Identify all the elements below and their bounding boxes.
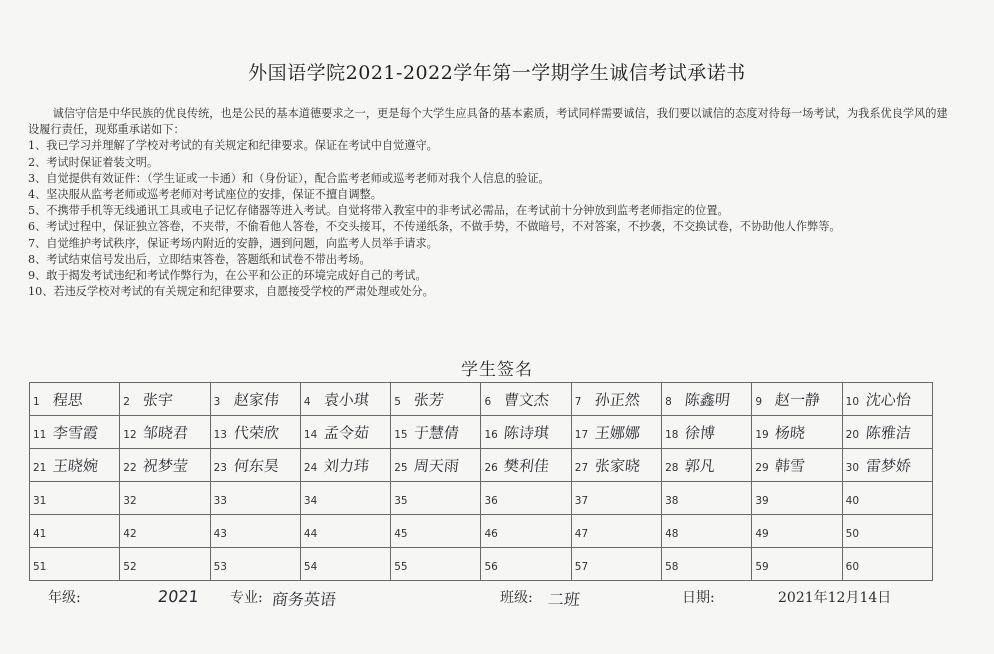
date-value: 2021年12月14日: [778, 590, 892, 606]
seat-number: 10: [845, 395, 860, 408]
signature-cell: [842, 383, 932, 416]
seat-number: 15: [394, 428, 408, 441]
seat-number: 4: [303, 395, 311, 408]
seat-number: 41: [33, 527, 47, 540]
seat-number: 34: [303, 494, 318, 507]
seat-number: 6: [484, 395, 492, 408]
signature-cell: [30, 515, 120, 548]
seat-number: 32: [123, 494, 137, 507]
signature-cell: [391, 416, 481, 449]
student-signature: 代荣欣: [232, 423, 280, 442]
student-signature: 徐博: [684, 423, 716, 442]
seat-number: 26: [484, 461, 498, 474]
seat-number: 20: [845, 428, 860, 441]
student-signature: 张家晓: [593, 456, 641, 475]
signature-cell: [752, 515, 842, 548]
signature-cell: [752, 416, 842, 449]
pledge-rule: 4、坚决服从监考老师或巡考老师对考试座位的安排，保证不擅自调整。: [28, 188, 382, 202]
student-signature: 刘力玮: [322, 456, 370, 475]
signature-cell: [391, 515, 481, 548]
signature-cell: [752, 548, 842, 581]
signature-cell: [842, 515, 932, 548]
class-value: 二班: [546, 590, 581, 609]
seat-number: 53: [213, 560, 227, 573]
seat-number: 44: [303, 527, 318, 540]
signature-cell: [391, 449, 481, 482]
seat-number: 13: [213, 428, 227, 441]
signature-cell: [300, 383, 390, 416]
footer-info: [0, 587, 994, 611]
student-signature: 樊利佳: [503, 456, 551, 475]
pledge-text: [28, 106, 958, 300]
signature-cell: [662, 383, 752, 416]
signature-cell: [120, 449, 210, 482]
seat-number: 51: [33, 560, 47, 573]
seat-number: 11: [33, 428, 47, 441]
seat-number: 38: [665, 494, 679, 507]
pledge-rule: 5、不携带手机等无线通讯工具或电子记忆存储器等进入考试。自觉将带入教室中的非考试必需品，在考试前十分钟放到监考老师指定的位置。: [28, 204, 729, 218]
seat-number: 8: [665, 395, 672, 408]
signature-cell: [391, 548, 481, 581]
seat-number: 50: [845, 527, 860, 540]
seat-number: 17: [574, 428, 589, 441]
signature-row: [30, 482, 933, 515]
signature-cell: [120, 416, 210, 449]
document-title: 外国语学院2021-2022学年第一学期学生诚信考试承诺书: [248, 62, 746, 84]
signature-cell: [120, 515, 210, 548]
student-signature: 韩雪: [774, 456, 807, 475]
signature-cell: [571, 383, 661, 416]
seat-number: 55: [394, 560, 408, 573]
signature-row: [30, 416, 933, 449]
seat-number: 18: [665, 428, 679, 441]
signature-cell: [842, 548, 932, 581]
student-signature: 曹文杰: [503, 390, 551, 409]
seat-number: 25: [394, 461, 408, 474]
signature-cell: [300, 548, 390, 581]
class-label: 班级:: [500, 590, 533, 606]
signature-cell: [842, 449, 932, 482]
student-signature: 邹晓君: [142, 423, 190, 442]
date-label: 日期:: [682, 590, 715, 606]
seat-number: 59: [755, 560, 769, 573]
signature-cell: [391, 482, 481, 515]
seat-number: 21: [33, 461, 47, 474]
seat-number: 46: [484, 527, 498, 540]
signature-cell: [481, 548, 571, 581]
student-signature: 陈雅洁: [864, 423, 912, 442]
student-signature: 周天雨: [413, 456, 461, 475]
signature-cell: [391, 383, 481, 416]
student-signature: 袁小琪: [322, 390, 370, 409]
signature-cell: [662, 548, 752, 581]
student-signature: 祝梦莹: [142, 456, 190, 475]
student-signature: 李雪霞: [52, 423, 99, 442]
seat-number: 24: [303, 461, 318, 474]
seat-number: 40: [845, 494, 860, 507]
signature-cell: [842, 482, 932, 515]
seat-number: 37: [574, 494, 589, 507]
pledge-rule: 2、考试时保证着装文明。: [28, 155, 159, 169]
seat-number: 3: [213, 395, 221, 408]
seat-number: 56: [484, 560, 498, 573]
signature-cell: [571, 449, 661, 482]
seat-number: 7: [574, 395, 582, 408]
signature-row: [30, 449, 933, 482]
student-signature: 张芳: [413, 390, 446, 409]
signature-cell: [571, 515, 661, 548]
seat-number: 42: [123, 527, 137, 540]
seat-number: 35: [394, 494, 408, 507]
seat-number: 14: [303, 428, 318, 441]
seat-number: 2: [123, 395, 130, 408]
pledge-rule: 3、自觉提供有效证件：（学生证或一卡通）和（身份证），配合监考老师或巡考老师对我个人信息的验证。: [28, 171, 550, 185]
student-signature: 赵一静: [774, 390, 822, 409]
signature-row: [30, 383, 933, 416]
signature-cell: [300, 515, 390, 548]
signature-cell: [210, 383, 300, 416]
seat-number: 9: [755, 395, 763, 408]
signature-cell: [300, 482, 390, 515]
student-signature: 程思: [52, 390, 84, 409]
student-signature: 雷梦娇: [864, 456, 912, 475]
signature-cell: [662, 416, 752, 449]
signature-cell: [662, 482, 752, 515]
signature-cell: [30, 548, 120, 581]
signature-cell: [120, 482, 210, 515]
seat-number: 22: [123, 461, 137, 474]
grade-value: 2021: [157, 587, 200, 606]
signature-cell: [210, 416, 300, 449]
seat-number: 5: [394, 395, 401, 408]
signature-cell: [752, 383, 842, 416]
seat-number: 54: [303, 560, 318, 573]
signature-cell: [842, 416, 932, 449]
signature-cell: [30, 449, 120, 482]
seat-number: 36: [484, 494, 498, 507]
pledge-rule: 6、考试过程中，保证独立答卷，不夹带，不偷看他人答卷，不交头接耳，不传递纸条，不做手势，不做暗号，不对答案，不抄袭，不交换试卷，不协助他人作弊等。: [28, 220, 841, 234]
seat-number: 45: [394, 527, 408, 540]
seat-number: 39: [755, 494, 769, 507]
signature-cell: [481, 383, 571, 416]
major-label: 专业:: [230, 590, 263, 606]
signature-cell: [481, 482, 571, 515]
seat-number: 48: [665, 527, 679, 540]
student-signature: 王娜娜: [593, 423, 641, 442]
seat-number: 60: [845, 560, 860, 573]
seat-number: 31: [33, 494, 47, 507]
signature-cell: [300, 449, 390, 482]
seat-number: 19: [755, 428, 769, 441]
pledge-rules: [28, 138, 958, 300]
seat-number: 23: [213, 461, 227, 474]
signature-cell: [571, 416, 661, 449]
signature-cell: [30, 383, 120, 416]
pledge-intro: 诚信守信是中华民族的优良传统，也是公民的基本道德要求之一，更是每个大学生应具备的基本素质，考试同样需要诚信，我们要以诚信的态度对待每一场考试，为我系优良学风的建设履行责任，现郑重承诺如下：: [28, 107, 948, 137]
pledge-rule: 8、考试结束信号发出后，立即结束答卷，答题纸和试卷不带出考场。: [28, 252, 371, 266]
signature-cell: [30, 416, 120, 449]
signature-cell: [120, 383, 210, 416]
student-signature: 陈诗琪: [503, 423, 551, 442]
seat-number: 52: [123, 560, 137, 573]
seat-number: 1: [33, 395, 40, 408]
signature-row: [30, 548, 933, 581]
signature-cell: [481, 449, 571, 482]
signature-cell: [300, 416, 390, 449]
seat-number: 57: [574, 560, 589, 573]
signature-heading: 学生签名: [461, 360, 533, 380]
student-signature: 赵家伟: [232, 390, 280, 409]
seat-number: 12: [123, 428, 137, 441]
student-signature: 孟令茹: [322, 423, 370, 442]
seat-number: 33: [213, 494, 227, 507]
seat-number: 29: [755, 461, 769, 474]
seat-number: 27: [574, 461, 589, 474]
signature-cell: [752, 449, 842, 482]
student-signature: 陈鑫明: [684, 390, 731, 409]
pledge-rule: 10、若违反学校对考试的有关规定和纪律要求，自愿接受学校的严肃处理或处分。: [28, 285, 434, 299]
signature-cell: [210, 449, 300, 482]
signature-cell: [662, 449, 752, 482]
signature-cell: [210, 515, 300, 548]
student-signature: 孙正然: [593, 390, 641, 409]
student-signature: 张宇: [142, 390, 175, 409]
student-signature: 何东昊: [232, 456, 280, 475]
signature-table: [29, 382, 933, 581]
signature-cell: [571, 482, 661, 515]
pledge-rule: 9、敢于揭发考试违纪和考试作弊行为，在公平和公正的环境完成好自己的考试。: [28, 269, 427, 283]
seat-number: 30: [845, 461, 860, 474]
signature-row: [30, 515, 933, 548]
signature-cell: [481, 416, 571, 449]
seat-number: 47: [574, 527, 589, 540]
signature-cell: [120, 548, 210, 581]
signature-cell: [752, 482, 842, 515]
student-signature: 王晓婉: [52, 456, 99, 475]
signature-cell: [210, 548, 300, 581]
signature-cell: [662, 515, 752, 548]
seat-number: 58: [665, 560, 679, 573]
seat-number: 49: [755, 527, 769, 540]
student-signature: 沈心怡: [864, 390, 912, 409]
seat-number: 43: [213, 527, 227, 540]
grade-label: 年级:: [48, 590, 81, 606]
student-signature: 郭凡: [684, 456, 716, 475]
signature-cell: [571, 548, 661, 581]
pledge-rule: 1、我已学习并理解了学校对考试的有关规定和纪律要求。保证在考试中自觉遵守。: [28, 139, 438, 153]
student-signature: 于慧倩: [413, 423, 461, 442]
seat-number: 16: [484, 428, 498, 441]
major-value: 商务英语: [270, 590, 337, 609]
pledge-rule: 7、自觉维护考试秩序，保证考场内附近的安静，遇到问题，向监考人员举手请求。: [28, 236, 438, 250]
student-signature: 杨晓: [774, 423, 807, 442]
signature-cell: [30, 482, 120, 515]
seat-number: 28: [665, 461, 679, 474]
signature-cell: [210, 482, 300, 515]
signature-cell: [481, 515, 571, 548]
